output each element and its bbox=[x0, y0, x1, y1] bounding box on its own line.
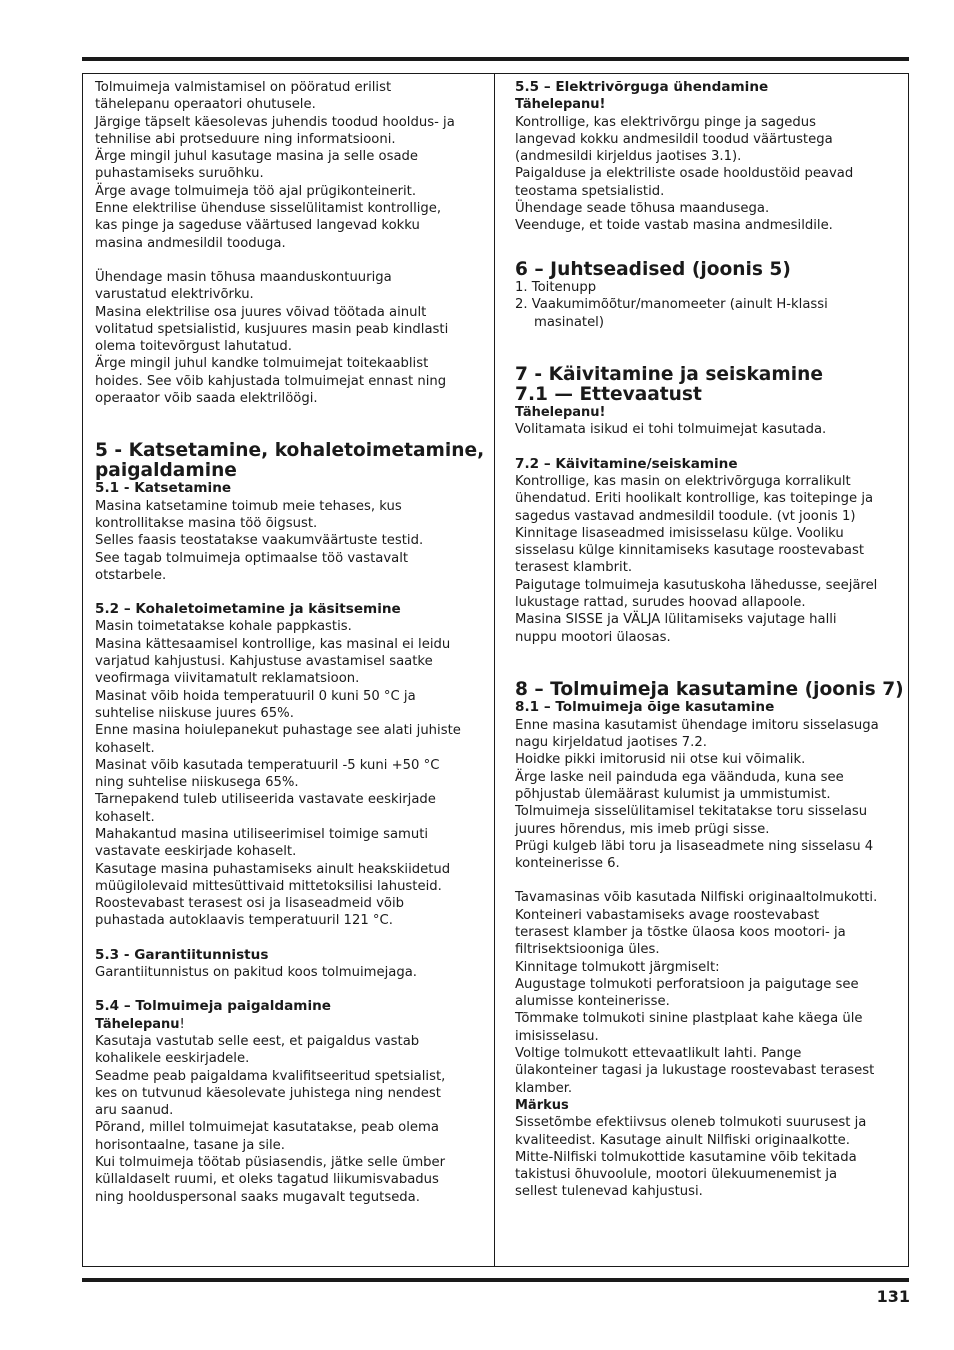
text-line: volitatud spetsialistid, kusjuures masin peab kindlasti bbox=[95, 321, 449, 337]
text-line: tähelepanu operaatori ohutusele. bbox=[95, 97, 316, 113]
text-line: nagu kirjeldatud jaotises 7.2. bbox=[515, 735, 707, 751]
text-line: Masinat võib hoida temperatuuril 0 kuni 50 °C ja bbox=[95, 688, 416, 704]
text-line: ning hoolduspersonal saaks mugavalt tegutseda. bbox=[95, 1189, 420, 1205]
text-line: teostama spetsialistid. bbox=[515, 183, 665, 199]
text-line: ülakonteiner tagasi ja lukustage roostevabast terasest bbox=[515, 1063, 875, 1079]
section-5-5-note: Tähelepanu! bbox=[515, 97, 606, 113]
text-line: 2. Vaakumimõõtur/manomeeter (ainult H-klassi bbox=[515, 297, 828, 313]
section-6-title: 6 – Juhtseadised (joonis 5) bbox=[515, 258, 791, 280]
text-line: Masina elektrilise osa juures võivad töötada ainult bbox=[95, 304, 427, 320]
text-line: Roostevabast terasest osi ja lisaseadmeid võib bbox=[95, 896, 404, 912]
text-line: 7 - Käivitamine ja seiskamine bbox=[515, 364, 823, 386]
text-line: Enne masina kasutamist ühendage imitoru sisselasuga bbox=[515, 717, 879, 733]
text-line: Paigalduse ja elektriliste osade hooldustöid peavad bbox=[515, 166, 854, 182]
section-5-3-title: 5.3 - Garantiitunnistus bbox=[95, 946, 269, 963]
text-line: Prügi kulgeb läbi toru ja lisaseadmete ning sisselasu 4 bbox=[515, 838, 874, 854]
left-column bbox=[95, 79, 487, 1206]
text-line: (andmesildi kirjeldus jaotises 3.1). bbox=[515, 149, 742, 165]
text-line: Kontrollige, kas elektrivõrgu pinge ja sagedus bbox=[515, 114, 817, 130]
note-label: Tähelepanu bbox=[95, 1016, 180, 1032]
top-rule bbox=[82, 57, 909, 61]
text-line: nuppu mootori ülaosas. bbox=[515, 629, 671, 645]
right-column bbox=[515, 79, 905, 1201]
text-line: Masina SISSE ja VÄLJA lülitamiseks vajutage halli bbox=[515, 612, 837, 628]
text-line: Konteineri vabastamiseks avage roostevabast bbox=[515, 907, 820, 923]
text-line: kohaselt. bbox=[95, 809, 155, 825]
section-6-list bbox=[515, 279, 905, 331]
text-line: hoides. See võib kahjustada tolmuimejat ennast ning bbox=[95, 373, 447, 389]
text-line: juures hõrendus, mis imeb prügi sisse. bbox=[515, 821, 770, 837]
text-line: müügilolevaid mittesüttivaid mittetoksilisi lahusteid. bbox=[95, 878, 442, 894]
text-line: Masina katsetamine toimub meie tehases, kus bbox=[95, 498, 402, 514]
text-line: 1. Toitenupp bbox=[515, 280, 597, 296]
text-line: Veenduge, et toide vastab masina andmesildile. bbox=[515, 218, 833, 234]
text-line: terasest klambrit. bbox=[515, 560, 633, 576]
page-number: 131 bbox=[876, 1287, 910, 1306]
text-line: puhastamiseks suruõhku. bbox=[95, 166, 264, 182]
text-line: Ärge laske neil painduda ega väänduda, kuna see bbox=[515, 769, 844, 785]
text-line: vastavate eeskirjade kohaselt. bbox=[95, 844, 297, 860]
text-line: See tagab tolmuimeja optimaalse töö vastavalt bbox=[95, 550, 409, 566]
section-5-5-title: 5.5 – Elektrivõrguga ühendamine bbox=[515, 79, 769, 95]
text-line: Voltige tolmukott ettevaatlikult lahti. Pange bbox=[515, 1046, 802, 1062]
bottom-rule bbox=[82, 1278, 909, 1282]
text-line: Kui tolmuimeja töötab püsiasendis, jätke selle ümber bbox=[95, 1155, 446, 1171]
text-line: horisontaalne, tasane ja sile. bbox=[95, 1137, 285, 1153]
text-line: kohaselt. bbox=[95, 740, 155, 756]
text-line: konteinerisse 6. bbox=[515, 856, 620, 872]
text-line: Kinnitage tolmukott järgmiselt: bbox=[515, 959, 720, 975]
text-line: langevad kokku andmesildil toodud väärtustega bbox=[515, 131, 833, 147]
text-line: Masina kättesaamisel kontrollige, kas masinal ei leidu bbox=[95, 636, 451, 652]
section-7-2-text bbox=[515, 473, 905, 646]
text-line: põhjustab ülemäärast kulumist ja ummistumist. bbox=[515, 786, 831, 802]
text-line: olema toitevõrgust lahutatud. bbox=[95, 339, 292, 355]
text-line: Kasutage masina puhastamiseks ainult heakskiidetud bbox=[95, 861, 451, 877]
text-line: imisisselasu. bbox=[515, 1028, 599, 1044]
section-8-1-note: Märkus bbox=[515, 1097, 569, 1113]
text-line: Ühendage seade tõhusa maandusega. bbox=[515, 201, 770, 217]
text-line: Ärge mingil juhul kasutage masina ja selle osade bbox=[95, 149, 419, 165]
section-8-1-text-2 bbox=[515, 889, 905, 1097]
section-8-1-title: 8.1 – Tolmuimeja õige kasutamine bbox=[515, 699, 775, 716]
intro-paragraph-2 bbox=[95, 269, 487, 407]
text-line: küllaldaselt ruumi, et oleks tagatud liikumisvabadus bbox=[95, 1172, 439, 1188]
note-exclamation: ! bbox=[179, 1016, 185, 1032]
text-line: Kasutaja vastutab selle eest, et paigaldus vastab bbox=[95, 1033, 420, 1049]
text-line: Tavamasinas võib kasutada Nilfiski originaaltolmukotti. bbox=[515, 890, 878, 906]
section-8-1-text-3 bbox=[515, 1114, 905, 1200]
text-line: Ärge avage tolmuimeja töö ajal prügikonteinerit. bbox=[95, 183, 417, 199]
text-line: sisselasu külge kinnitamiseks kasutage roostevabast bbox=[515, 543, 865, 559]
section-5-4-note bbox=[95, 1016, 487, 1033]
text-line: Ühendage masin tõhusa maanduskontuuriga bbox=[95, 269, 392, 285]
text-line: kas pinge ja sageduse väärtused langevad kokku bbox=[95, 218, 420, 234]
text-line: veofirmaga viivitamatult reklamatsioon. bbox=[95, 671, 360, 687]
text-line: varustatud elektrivõrku. bbox=[95, 287, 254, 303]
text-line: Kontrollige, kas masin on elektrivõrguga korralikult bbox=[515, 473, 851, 489]
section-7-1-note: Tähelepanu! bbox=[515, 405, 606, 421]
text-line: Ärge mingil juhul kandke tolmuimejat toitekaablist bbox=[95, 356, 429, 372]
text-line: Volitamata isikud ei tohi tolmuimejat kasutada. bbox=[515, 422, 827, 438]
column-divider bbox=[494, 73, 495, 1267]
section-5-1-text bbox=[95, 498, 487, 584]
text-line: varjatud kahjustusi. Kahjustuse avastamisel saatke bbox=[95, 654, 433, 670]
text-line: 7.1 — Ettevaatust bbox=[515, 383, 702, 405]
text-line: terasest klamber ja tõstke ülaosa koos mootori- ja bbox=[515, 924, 846, 940]
intro-paragraph bbox=[95, 79, 487, 252]
text-line: kohalikele eeskirjadele. bbox=[95, 1051, 250, 1067]
text-line: kvaliteedist. Kasutage ainult Nilfiski originaalkotte. bbox=[515, 1132, 850, 1148]
text-line: Mahakantud masina utiliseerimisel toimige samuti bbox=[95, 826, 429, 842]
section-5-5-text bbox=[515, 114, 905, 235]
text-line: Enne elektrilise ühenduse sisselülitamist kontrollige, bbox=[95, 201, 442, 217]
text-line: suhtelise niiskuse juures 65%. bbox=[95, 705, 294, 721]
text-line: 5 - Katsetamine, kohaletoimetamine, bbox=[95, 440, 485, 462]
text-line: operaator võib saada elektrilöögi. bbox=[95, 391, 318, 407]
text-line: Järgige täpselt käesolevas juhendis toodud hooldus- ja bbox=[95, 114, 455, 130]
text-line: lukustage rattad, surudes hoovad allapoole. bbox=[515, 595, 806, 611]
text-line: filtrisektsiooniga üles. bbox=[515, 942, 660, 958]
section-7-2-title: 7.2 – Käivitamine/seiskamine bbox=[515, 455, 738, 472]
text-line: Tarnepakend tuleb utiliseerida vastavate eeskirjade bbox=[95, 792, 436, 808]
text-line: sagedus vastavad andmesildil toodule. (vt joonis 1) bbox=[515, 508, 856, 524]
text-line: ning suhtelise niiskusega 65%. bbox=[95, 775, 299, 791]
text-line: masina andmesildil tooduga. bbox=[95, 235, 286, 251]
section-7-1-text bbox=[515, 421, 905, 438]
text-line: Mitte-Nilfiski tolmukottide kasutamine võib tekitada bbox=[515, 1149, 857, 1165]
section-5-2-text bbox=[95, 618, 487, 929]
text-line: paigaldamine bbox=[95, 459, 237, 481]
text-line: Tolmuimeja sisselülitamisel tekitatakse toru sisselasu bbox=[515, 804, 868, 820]
text-line: Masinat võib kasutada temperatuuril -5 kuni +50 °C bbox=[95, 757, 440, 773]
section-8-1-text bbox=[515, 717, 905, 873]
text-line: Põrand, millel tolmuimejat kasutatakse, peab olema bbox=[95, 1120, 439, 1136]
section-5-4-text bbox=[95, 1033, 487, 1206]
text-line: Kinnitage lisaseadmed imisisselasu külge. Vooliku bbox=[515, 525, 844, 541]
text-line: aru saanud. bbox=[95, 1103, 174, 1119]
text-line: alumisse konteinerisse. bbox=[515, 994, 670, 1010]
text-line: Garantiitunnistus on pakitud koos tolmuimejaga. bbox=[95, 965, 417, 981]
text-line: Tõmmake tolmukoti sinine plastplaat kahe käega üle bbox=[515, 1011, 863, 1027]
text-line: Tolmuimeja valmistamisel on pööratud erilist bbox=[95, 80, 392, 95]
text-line: tehnilise abi protseduure ning informatsiooni. bbox=[95, 131, 396, 147]
section-5-1-title: 5.1 - Katsetamine bbox=[95, 480, 232, 497]
text-line: Selles faasis teostatakse vaakumväärtuste testid. bbox=[95, 533, 424, 549]
text-line: otstarbele. bbox=[95, 567, 167, 583]
text-line: Seadme peab paigaldama kvalifitseeritud spetsialist, bbox=[95, 1068, 446, 1084]
text-line: takistusi õhuvoolule, mootori ülekuumenemist ja bbox=[515, 1167, 838, 1183]
section-7-title bbox=[515, 365, 905, 404]
text-line: kontrollitakse masina töö õigsust. bbox=[95, 515, 318, 531]
section-5-2-title: 5.2 – Kohaletoimetamine ja käsitsemine bbox=[95, 601, 401, 618]
section-5-4-title: 5.4 – Tolmuimeja paigaldamine bbox=[95, 998, 332, 1015]
text-line: masinatel) bbox=[534, 314, 604, 330]
text-line: Sissetõmbe efektiivsus oleneb tolmukoti suurusest ja bbox=[515, 1115, 867, 1131]
text-line: Enne masina hoiulepanekut puhastage see alati juhiste bbox=[95, 723, 461, 739]
text-line: kes on tutvunud käesolevate juhistega ning nendest bbox=[95, 1085, 441, 1101]
section-8-title: 8 – Tolmuimeja kasutamine (joonis 7) bbox=[515, 678, 904, 700]
text-line: Masin toimetatakse kohale pappkastis. bbox=[95, 619, 352, 635]
section-5-title bbox=[95, 441, 487, 480]
text-line: puhastada autoklaavis temperatuuril 121 °C. bbox=[95, 913, 393, 929]
text-line: sellest tulenevad kahjustusi. bbox=[515, 1184, 703, 1200]
text-line: Hoidke pikki imitorusid nii otse kui võimalik. bbox=[515, 752, 806, 768]
text-line: ühendatud. Eriti hoolikalt kontrollige, kas toitepinge ja bbox=[515, 491, 874, 507]
text-line: klamber. bbox=[515, 1080, 573, 1096]
text-line: Augustage tolmukoti perforatsioon ja paigutage see bbox=[515, 976, 859, 992]
section-5-3-text bbox=[95, 964, 487, 981]
text-line: Paigutage tolmuimeja kasutuskoha lähedusse, seejärel bbox=[515, 577, 878, 593]
